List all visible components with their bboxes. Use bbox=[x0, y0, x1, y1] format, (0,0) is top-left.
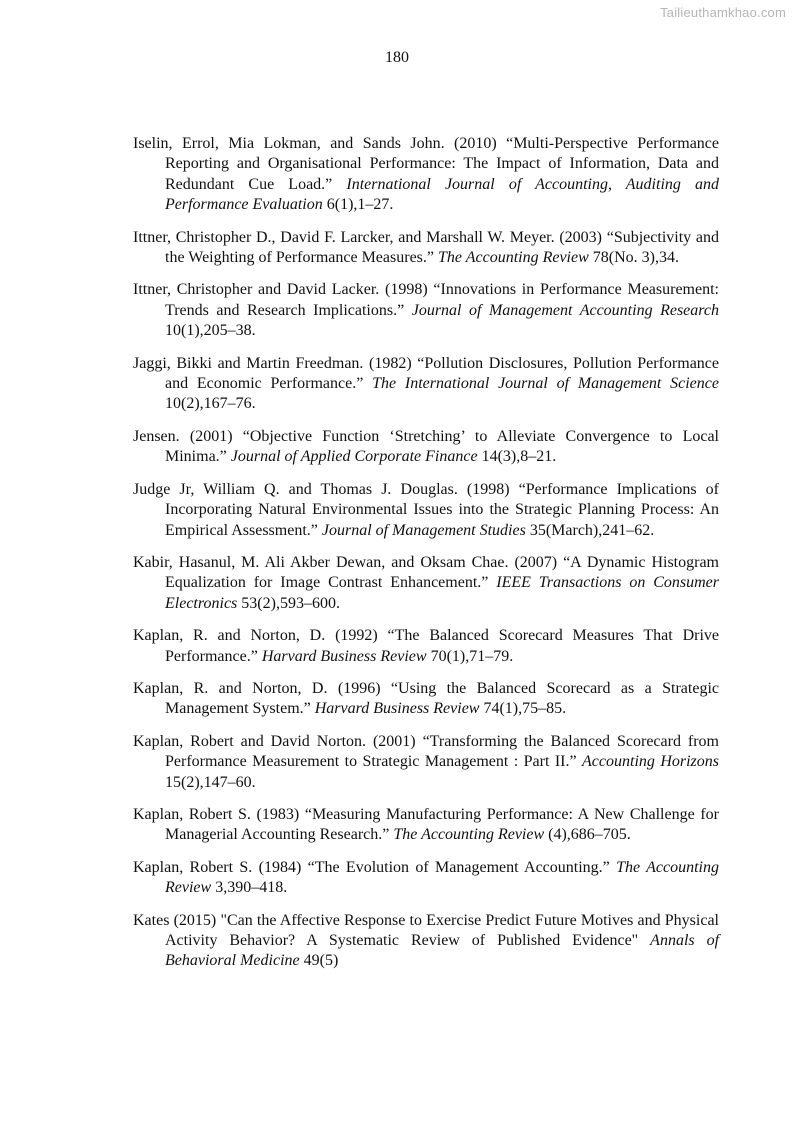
reference-journal: Harvard Business Review bbox=[314, 700, 480, 718]
reference-entry bbox=[133, 280, 719, 341]
reference-list bbox=[133, 134, 719, 984]
reference-volume: 78(No. 3),34. bbox=[588, 249, 679, 267]
reference-journal: International Journal of Accounting, Auditing and Performance Evaluation bbox=[165, 175, 719, 214]
reference-volume: 70(1),71–79. bbox=[426, 647, 514, 665]
reference-journal: Accounting Horizons bbox=[582, 753, 720, 771]
reference-text: Judge Jr, William Q. and Thomas J. Douglas. (1998) “Performance Implications of Incorporating Natural Environmental Issues into the Strategic Planning Process: An Empirical Assessment.” bbox=[133, 480, 719, 539]
reference-journal: Annals of Behavioral Medicine bbox=[165, 932, 720, 970]
reference-volume: 15(2),147–60. bbox=[165, 773, 256, 791]
reference-journal: Harvard Business Review bbox=[261, 647, 427, 665]
reference-entry bbox=[133, 679, 719, 720]
reference-text: Jensen. (2001) “Objective Function ‘Stretching’ to Alleviate Convergence to Local Minima.” bbox=[133, 427, 719, 466]
reference-text: Jaggi, Bikki and Martin Freedman. (1982) “Pollution Disclosures, Pollution Performance and Economic Performance.” bbox=[133, 354, 719, 393]
reference-entry bbox=[133, 480, 719, 541]
reference-entry bbox=[133, 805, 719, 846]
reference-journal: Journal of Applied Corporate Finance bbox=[230, 448, 478, 466]
reference-text: Iselin, Errol, Mia Lokman, and Sands John. (2010) “Multi-Perspective Performance Reporting and Organisational Performance: The Impact of Information, Data and Redundant Cue Load.” bbox=[133, 135, 719, 193]
reference-volume: 6(1),1–27. bbox=[322, 196, 394, 214]
reference-journal: IEEE Transactions on Consumer Electronics bbox=[165, 574, 719, 612]
reference-text: Ittner, Christopher D., David F. Larcker, and Marshall W. Meyer. (2003) “Subjectivity and the Weighting of Performance Measures.” bbox=[133, 228, 719, 267]
reference-text: Ittner, Christopher and David Lacker. (1998) “Innovations in Performance Measurement: Trends and Research Implications.” bbox=[133, 281, 719, 319]
reference-journal: The Accounting Review bbox=[438, 249, 589, 267]
reference-entry bbox=[133, 134, 719, 216]
reference-volume: 3,390–418. bbox=[211, 879, 288, 897]
reference-entry bbox=[133, 911, 719, 972]
reference-journal: The Accounting Review bbox=[165, 858, 720, 897]
reference-entry bbox=[133, 427, 719, 468]
reference-volume: 14(3),8–21. bbox=[477, 448, 557, 466]
reference-journal: Journal of Management Accounting Research bbox=[411, 301, 720, 319]
page-number: 180 bbox=[385, 49, 409, 66]
reference-volume: 35(March),241–62. bbox=[525, 521, 655, 539]
reference-volume: (4),686–705. bbox=[544, 826, 631, 844]
reference-journal: The Accounting Review bbox=[393, 826, 545, 844]
reference-entry bbox=[133, 553, 719, 614]
reference-entry bbox=[133, 732, 719, 793]
reference-text: Kaplan, R. and Norton, D. (1996) “Using the Balanced Scorecard as a Strategic Management System.” bbox=[133, 679, 719, 718]
reference-text: Kabir, Hasanul, M. Ali Akber Dewan, and Oksam Chae. (2007) “A Dynamic Histogram Equalization for Image Contrast Enhancement.” bbox=[133, 553, 719, 592]
reference-entry bbox=[133, 228, 719, 269]
reference-text: Kates (2015) "Can the Affective Response to Exercise Predict Future Motives and Physical Activity Behavior? A Systematic Review of Published Evidence" bbox=[133, 911, 719, 949]
reference-volume: 53(2),593–600. bbox=[237, 594, 340, 612]
reference-journal: Journal of Management Studies bbox=[321, 521, 526, 539]
reference-text: Kaplan, Robert S. (1983) “Measuring Manufacturing Performance: A New Challenge for Managerial Accounting Research.” bbox=[133, 805, 719, 844]
reference-text: Kaplan, Robert and David Norton. (2001) “Transforming the Balanced Scorecard from Performance Measurement to Strategic Management : Part II.” bbox=[133, 732, 719, 771]
reference-volume: 74(1),75–85. bbox=[479, 700, 567, 718]
reference-text: Kaplan, R. and Norton, D. (1992) “The Balanced Scorecard Measures That Drive Performance.” bbox=[133, 627, 719, 665]
reference-entry bbox=[133, 626, 719, 667]
reference-entry bbox=[133, 354, 719, 415]
reference-volume: 49(5) bbox=[299, 952, 339, 970]
reference-journal: The International Journal of Management Science bbox=[372, 375, 719, 393]
watermark: Tailieuthamkhao.com bbox=[660, 5, 786, 20]
reference-entry bbox=[133, 858, 719, 899]
reference-volume: 10(1),205–38. bbox=[165, 322, 256, 340]
reference-text: Kaplan, Robert S. (1984) “The Evolution of Management Accounting.” bbox=[133, 858, 617, 876]
reference-volume: 10(2),167–76. bbox=[165, 395, 256, 413]
